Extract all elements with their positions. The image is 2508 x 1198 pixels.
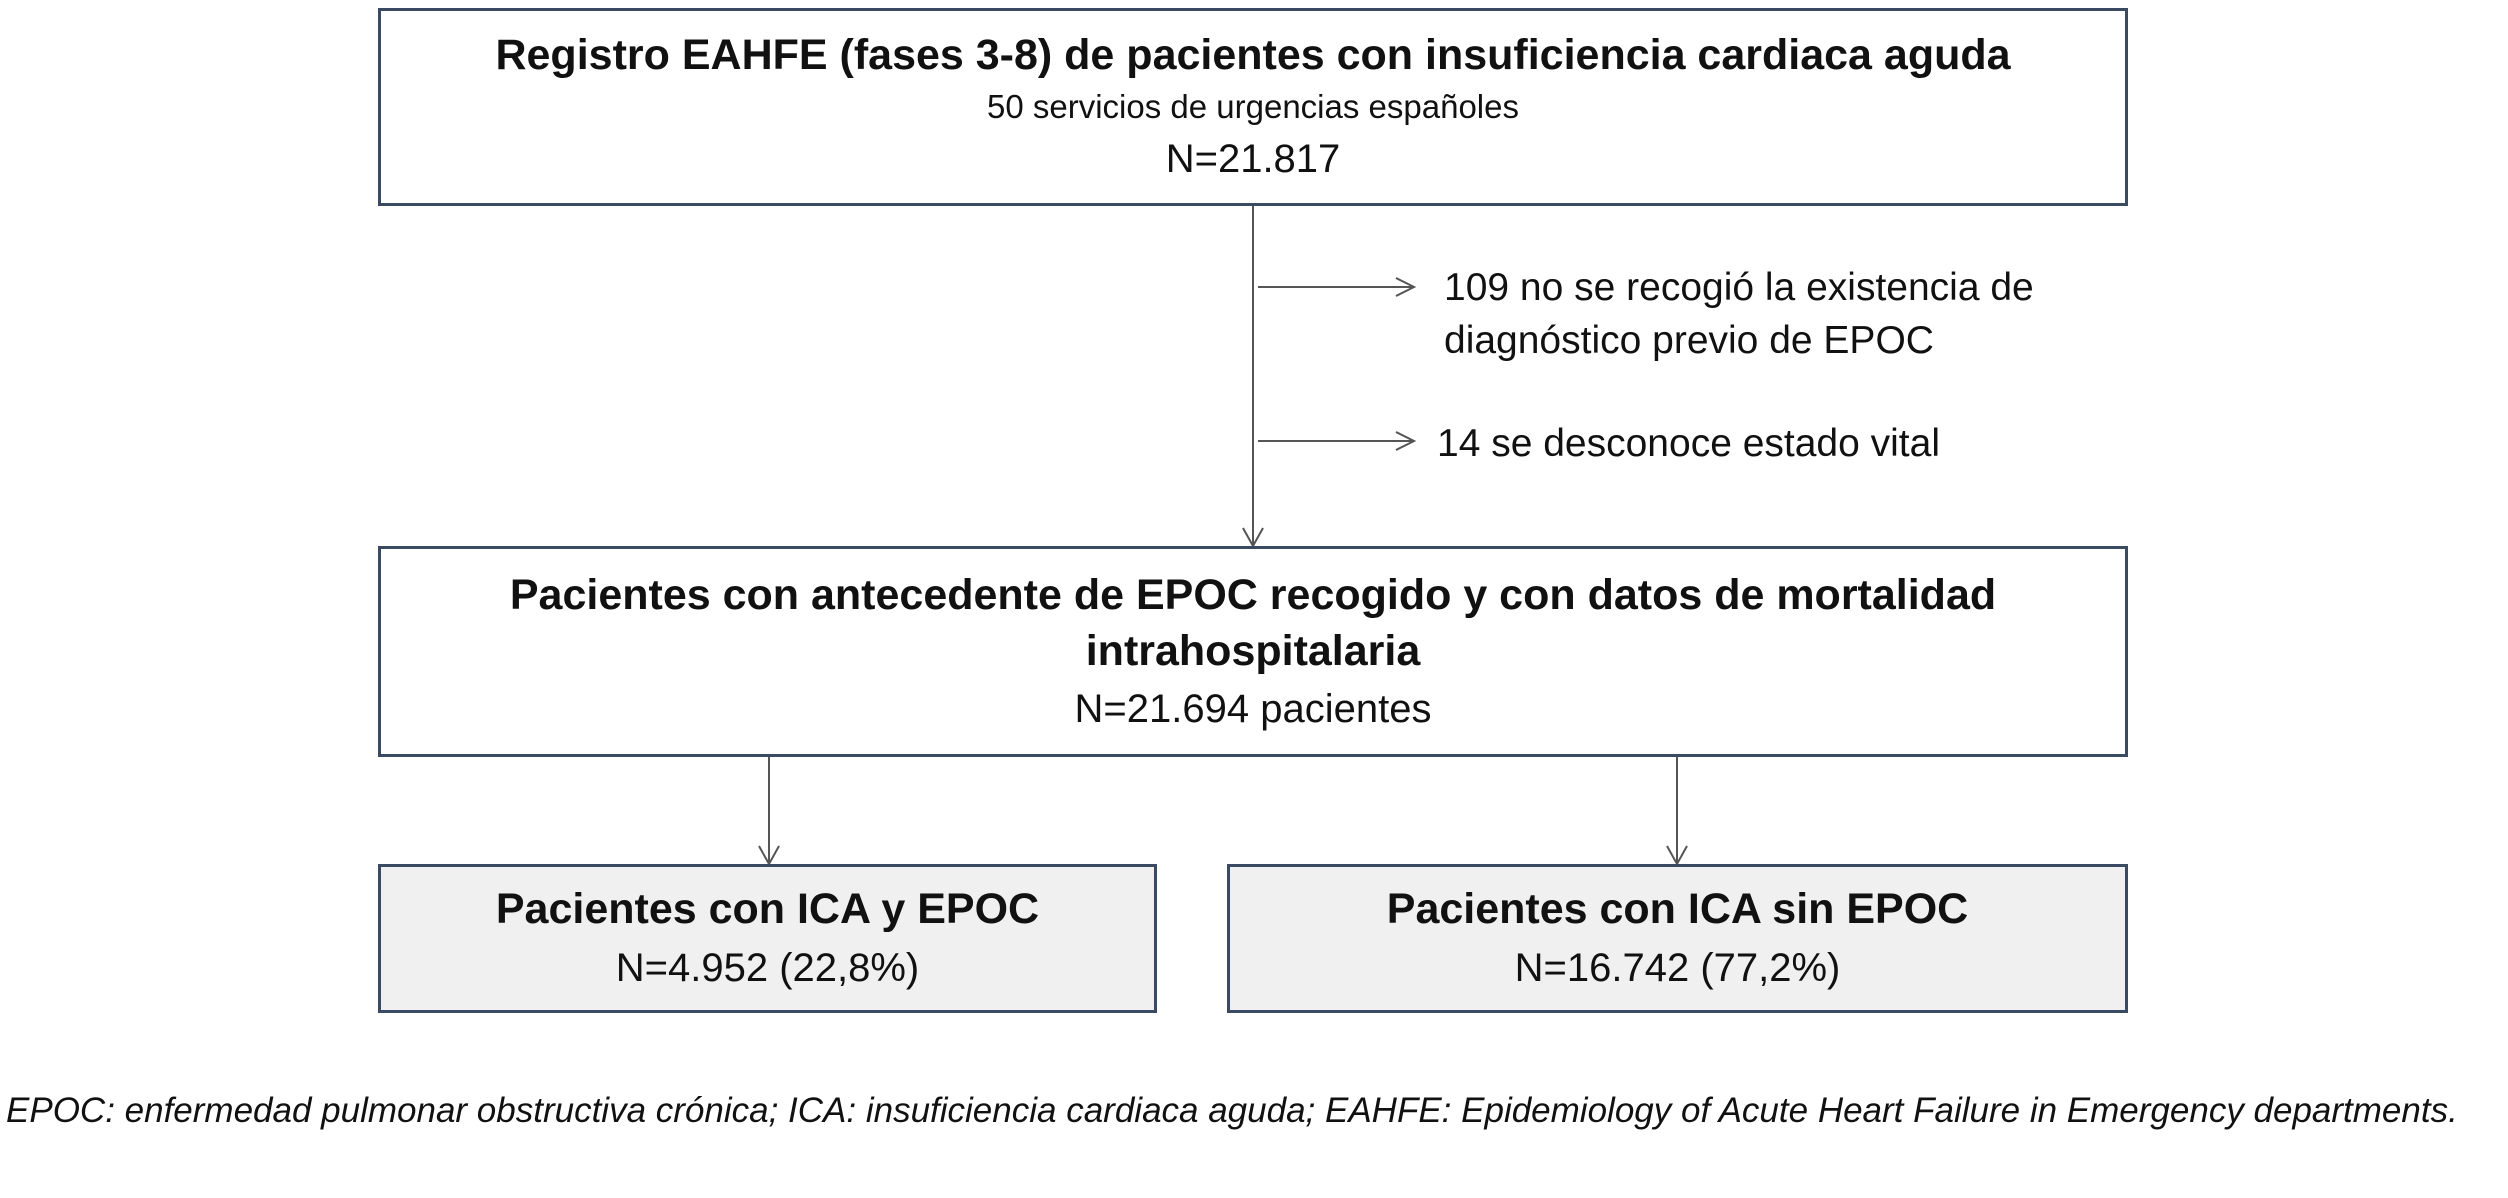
ica-with-epoc-count: N=4.952 (22,8%)	[615, 946, 920, 991]
ica-without-epoc-title: Pacientes con ICA sin EPOC	[1386, 884, 1969, 933]
exclusion-unknown-vital-status: 14 se desconoce estado vital	[1437, 422, 1941, 465]
footnote: EPOC: enfermedad pulmonar obstructiva crónica; ICA: insuficiencia cardiaca aguda; EAHFE: Epidemiology of Acute Heart Failure in Emergency departments.	[6, 1091, 2458, 1130]
registry-box	[378, 8, 2128, 206]
exclusion-missing-epoc: 109 no se recogió la existencia de diagnóstico previo de EPOC	[1444, 266, 2034, 362]
arrowhead-top-to-middle	[1243, 528, 1263, 546]
registry-subtitle: 50 servicios de urgencias españoles	[987, 88, 1519, 126]
registry-count: N=21.817	[1165, 137, 1341, 182]
arrowhead-middle-to-right	[1667, 846, 1687, 864]
included-patients-title: Pacientes con antecedente de EPOC recogido y con datos de mortalidad intrahospitalaria	[509, 570, 1997, 675]
registry-title: Registro EAHFE (fases 3-8) de pacientes con insuficiencia cardiaca aguda	[495, 30, 2011, 79]
included-patients-count: N=21.694 pacientes	[1074, 687, 1432, 732]
included-patients-box	[378, 546, 2128, 757]
arrowhead-exclusion-2	[1396, 432, 1414, 450]
arrowhead-exclusion-1	[1396, 278, 1414, 296]
ica-without-epoc-count: N=16.742 (77,2%)	[1514, 946, 1841, 991]
arrowhead-middle-to-left	[759, 846, 779, 864]
ica-with-epoc-box	[378, 864, 1157, 1013]
ica-with-epoc-title: Pacientes con ICA y EPOC	[495, 884, 1040, 933]
ica-without-epoc-box	[1227, 864, 2128, 1013]
